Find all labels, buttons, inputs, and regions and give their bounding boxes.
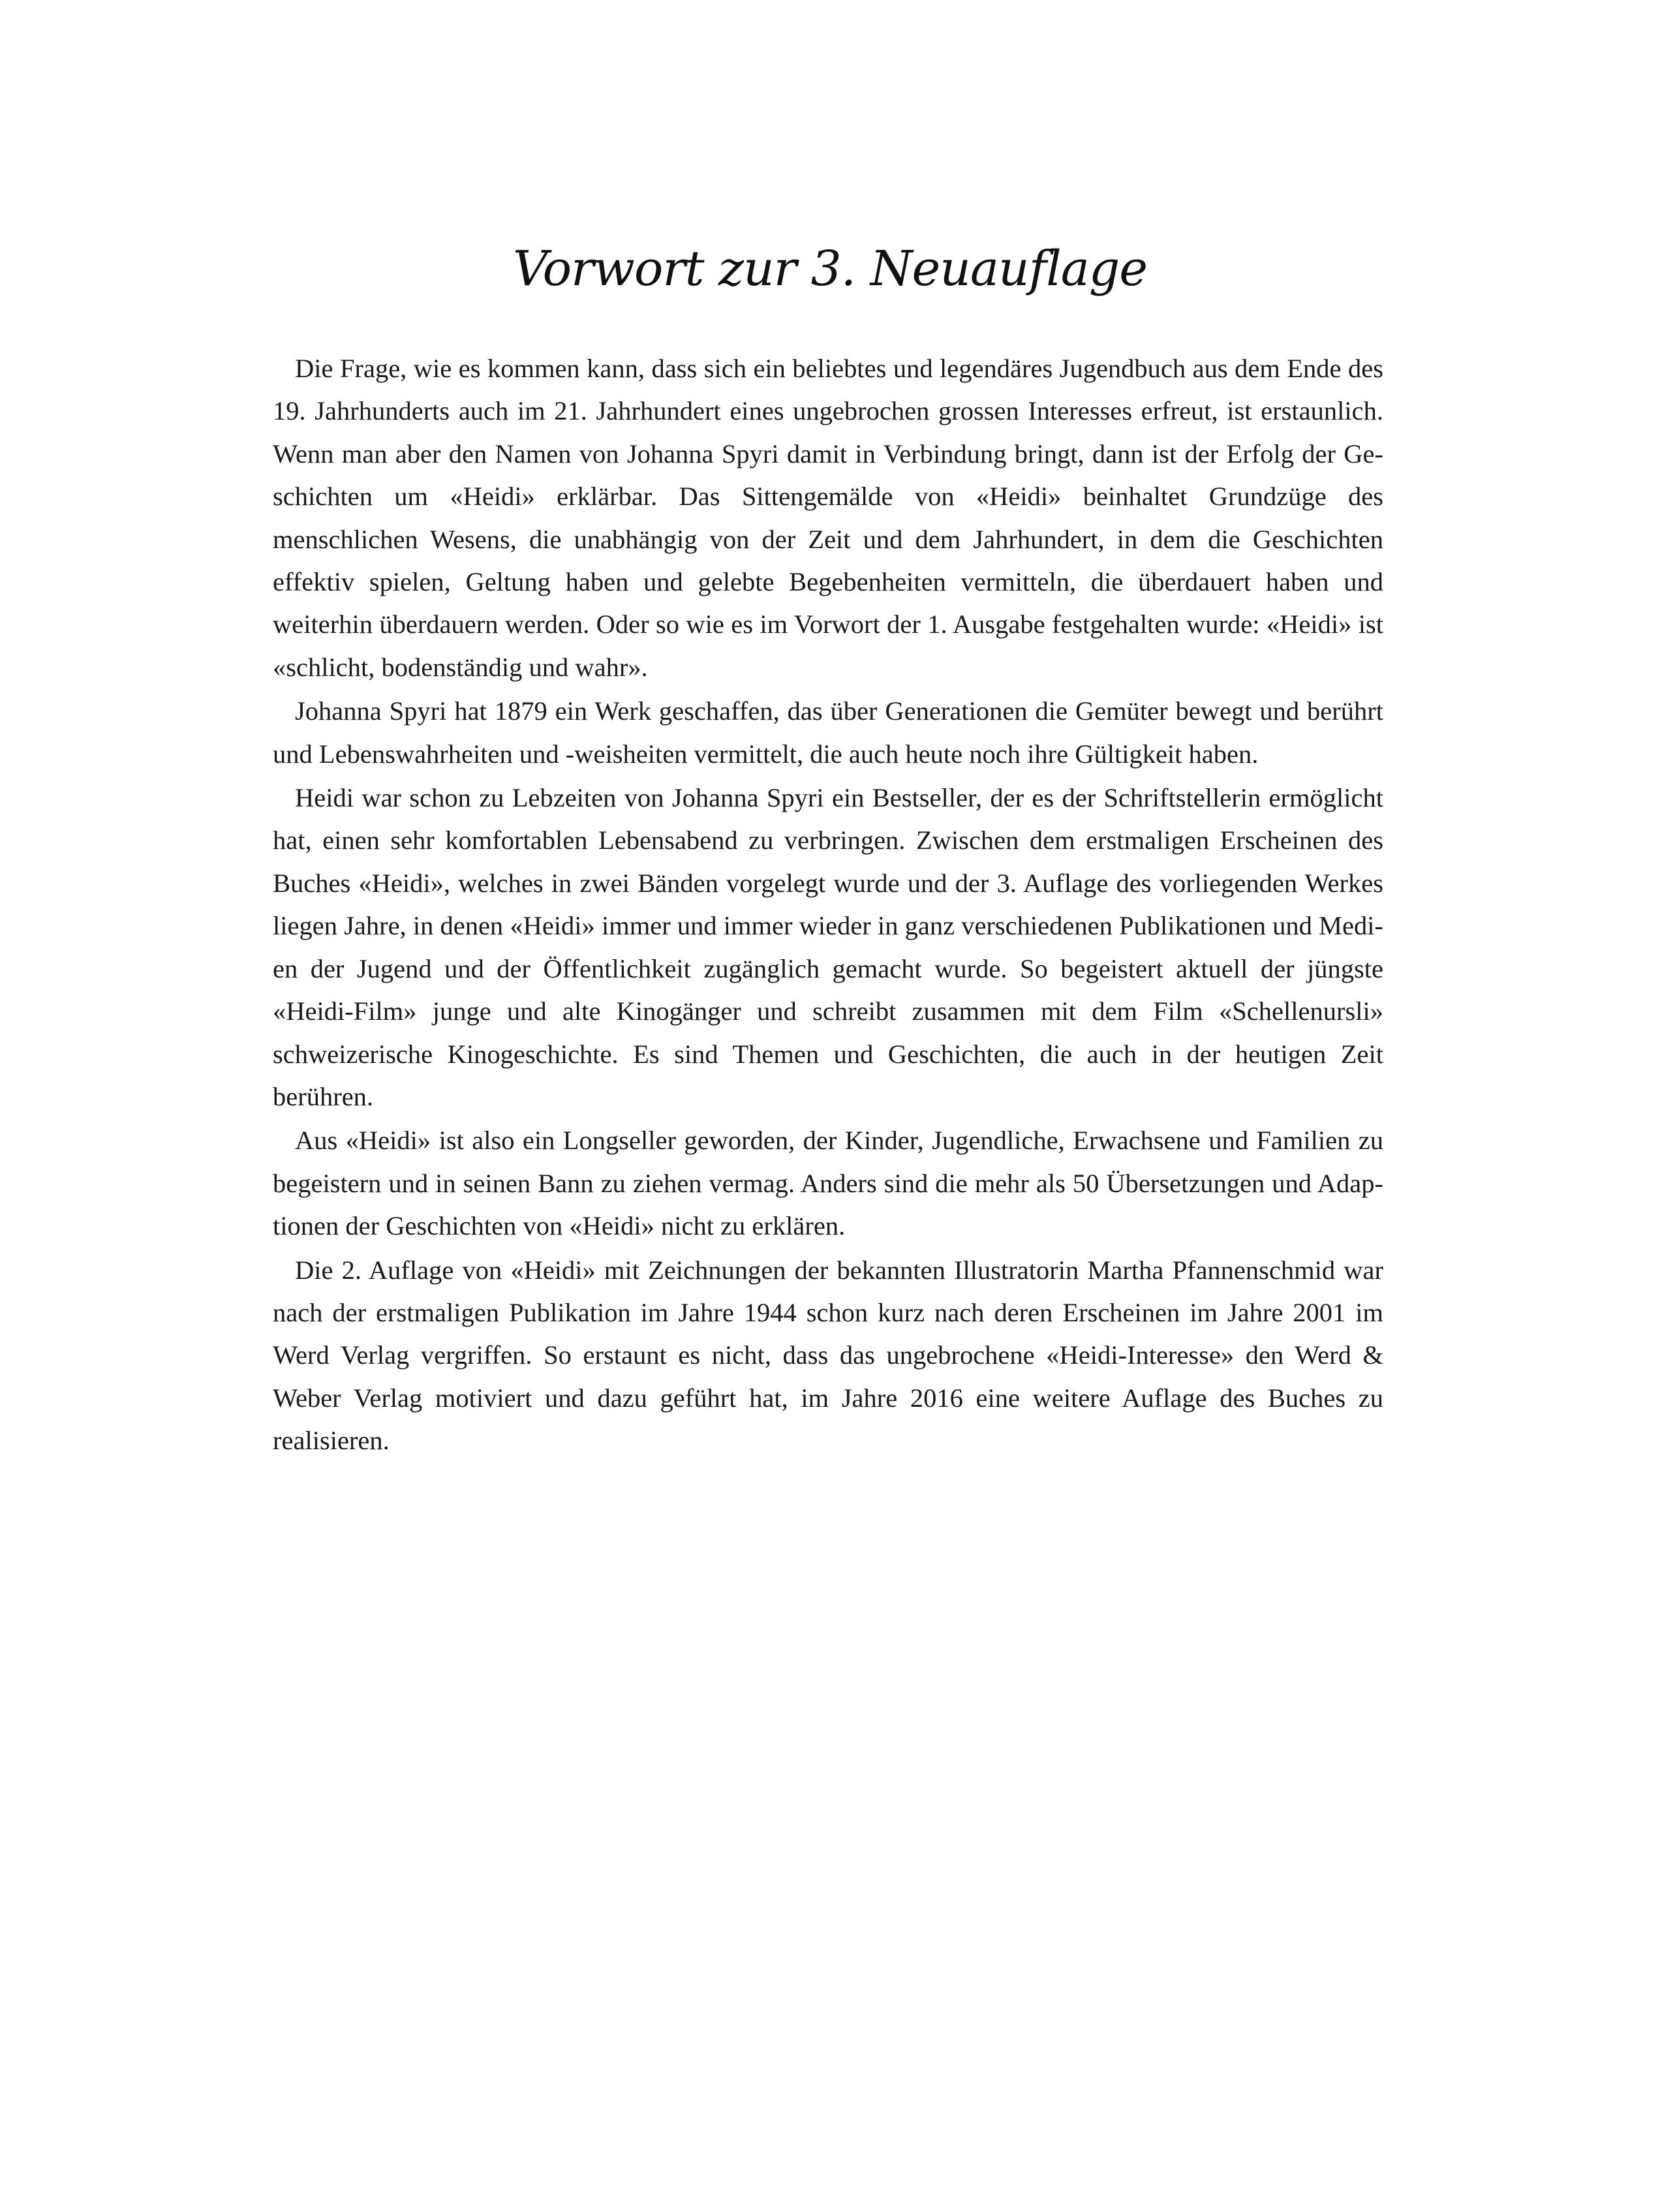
paragraph: Aus «Heidi» ist also ein Longseller geworden, der Kinder, Jugendliche, Erwachsene und Familien zu begeistern und in seinen Bann zu ziehen vermag. Anders sind die mehr als 50 Übersetzungen und Adaptionen der Geschichten von «Heidi» nicht zu erklären. (273, 1126, 1383, 1241)
body-text (273, 347, 1383, 1464)
paragraph: Die 2. Auflage von «Heidi» mit Zeichnungen der bekannten Illustratorin Martha Pfannenschmid war nach der erstmaligen Publikation im Jahre 1944 schon kurz nach deren Erscheinen im Jahre 2001 im Werd Verlag vergriffen. So erstaunt es nicht, dass das ungebrochene «Heidi-Interesse» den Werd & Weber Verlag motiviert und dazu geführt hat, im Jahre 2016 eine weitere Auflage des Buches zu realisieren. (273, 1255, 1383, 1456)
paragraph: Die Frage, wie es kommen kann, dass sich ein beliebtes und legendäres Jugendbuch aus dem Ende des 19. Jahrhunderts auch im 21. Jahrhundert eines ungebrochen grossen Interesses erfreut, ist erstaunlich. Wenn man aber den Namen von Johanna Spyri damit in Verbindung bringt, dann ist der Erfolg der Geschichten um «Heidi» erklärbar. Das Sittengemälde von «Heidi» beinhaltet Grundzüge des menschlichen Wesens, die unabhängig von der Zeit und dem Jahrhundert, in dem die Geschichten effektiv spielen, Geltung haben und gelebte Begebenheiten vermitteln, die überdauert haben und weiterhin überdauern werden. Oder so wie es im Vorwort der 1. Ausgabe festgehalten wurde: «Heidi» ist «schlicht, bodenständig und wahr». (273, 354, 1383, 682)
page-title: Vorwort zur 3. Neuauflage (512, 241, 1148, 297)
paragraph: Johanna Spyri hat 1879 ein Werk geschaffen, das über Generationen die Gemüter bewegt und berührt und Lebenswahrheiten und -weisheiten vermittelt, die auch heute noch ihre Gültigkeit haben. (273, 696, 1383, 769)
paragraph: Heidi war schon zu Lebzeiten von Johanna Spyri ein Bestseller, der es der Schriftstellerin ermöglicht hat, einen sehr komfortablen Lebensabend zu verbringen. Zwischen dem erstmaligen Erscheinen des Buches «Heidi», welches in zwei Bänden vorgelegt wurde und der 3. Auflage des vorliegenden Werkes liegen Jahre, in denen «Heidi» immer und immer wieder in ganz verschiedenen Publikationen und Medien der Jugend und der Öffentlichkeit zugänglich gemacht wurde. So begeistert aktuell der jüngste «Heidi-Film» junge und alte Kinogänger und schreibt zusammen mit dem Film «Schellenursli» schweizerische Kinogeschichte. Es sind Themen und Geschichten, die auch in der heutigen Zeit berühren. (273, 783, 1383, 1111)
